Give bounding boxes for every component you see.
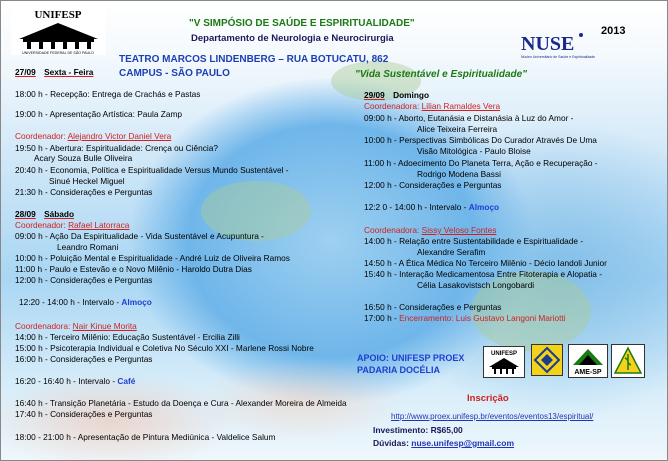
schedule-row: 11:00 h - Adoecimento Do Planeta Terra, Ação e Recuperação -: [364, 158, 598, 168]
row-time: 09:00 h: [364, 113, 392, 123]
row-text: Considerações e Perguntas: [50, 187, 153, 197]
investment-value: R$65,00: [430, 425, 463, 435]
row-text: Terceiro Milênio: Educação Sustentável - Ercilia Zilli: [49, 332, 240, 342]
row-time: 19:00 h: [15, 109, 43, 119]
schedule-row: 15:40 h - Interação Medicamentosa Entre Fitoterapia e Alopatia -: [364, 269, 602, 279]
event-title: "V SIMPÓSIO DE SAÚDE E ESPIRITUALIDADE": [189, 18, 415, 29]
venue-address: TEATRO MARCOS LINDENBERG – RUA BOTUCATU, 862: [119, 54, 389, 65]
speaker-name: Acary Souza Bulle Oliveira: [34, 153, 133, 163]
row-time: 11:00 h: [15, 264, 43, 274]
row-time: 18:00 - 21:00 h: [15, 432, 71, 442]
day1-heading: [15, 67, 93, 77]
investment-label: Investimento:: [373, 425, 429, 435]
ame-sp-text: AME-SP: [574, 369, 602, 376]
day2-heading: [15, 209, 74, 219]
break-label: Intervalo -: [78, 376, 116, 386]
schedule-row: 21:30 h - Considerações e Perguntas: [15, 187, 153, 197]
break-row: 12:20 - 14:00 h - Intervalo - Almoço: [19, 297, 152, 307]
row-text: Recepção: Entrega de Crachás e Pastas: [50, 89, 201, 99]
row-time: 14:00 h: [15, 332, 43, 342]
break-item: Almoço: [121, 297, 152, 307]
row-text: Perspectivas Simbólicas Do Curador Através De Uma: [399, 135, 597, 145]
unifesp-small-logo: [483, 346, 525, 378]
schedule-row: 16:00 h - Considerações e Perguntas: [15, 354, 153, 364]
row-time: 21:30 h: [15, 187, 43, 197]
health-logo: [611, 344, 645, 378]
row-time: 16:50 h: [364, 302, 392, 312]
schedule-row: 15:00 h - Psicoterapia Individual e Coletiva No Século XXI - Marlene Rossi Nobre: [15, 343, 314, 353]
schedule-row: 19:50 h - Abertura: Espiritualidade: Crença ou Ciência?: [15, 143, 218, 153]
speaker-name: Alexandre Serafim: [417, 247, 486, 257]
row-text: Considerações e Perguntas: [50, 275, 153, 285]
speaker-name: Leandro Romani: [57, 242, 119, 252]
speaker-name: Rodrigo Modena Bassi: [417, 169, 501, 179]
break-time: 12:20 - 14:00 h: [19, 297, 75, 307]
ame-sp-logo: [568, 344, 608, 378]
row-time: 17:00 h: [364, 313, 392, 323]
day2-coordinator: [15, 220, 129, 230]
row-time: 15:40 h: [364, 269, 392, 279]
nuse-logo-subtext: Núcleo Universitário de Saúde e Espiritualidade: [521, 55, 596, 59]
row-time: 12:00 h: [15, 275, 43, 285]
unifesp-logo: [11, 7, 106, 55]
schedule-row: 17:00 h - Encerramento: Luis Gustavo Langoni Mariotti: [364, 313, 566, 323]
row-text: Aborto, Eutanásia e Distanásia à Luz do Amor -: [398, 113, 574, 123]
coordinator-name: Nair Kinue Morita: [72, 321, 137, 331]
day2-weekday: Sábado: [44, 209, 75, 219]
registration-title: Inscrição: [467, 393, 509, 404]
row-text: Transição Planetária - Estudo da Doença e Cura - Alexander Moreira de Almeida: [49, 398, 347, 408]
schedule-row: 16:50 h - Considerações e Perguntas: [364, 302, 502, 312]
day3-date: 29/09: [364, 90, 385, 100]
investment-row: [373, 425, 463, 435]
break-label: Intervalo -: [429, 202, 467, 212]
schedule-row: 18:00 - 21:00 h - Apresentação de Pintura Mediúnica - Valdelice Salum: [15, 432, 276, 442]
schedule-row: 12:00 h - Considerações e Perguntas: [364, 180, 502, 190]
coordinator-name: Rafael Latorraca: [68, 220, 130, 230]
row-text: Adoecimento Do Planeta Terra, Ação e Recuperação -: [398, 158, 598, 168]
row-time: 14:50 h: [364, 258, 392, 268]
row-time: 18:00 h: [15, 89, 43, 99]
row-text: Poluição Mental e Espiritualidade - André Luiz de Oliveira Ramos: [50, 253, 290, 263]
break-time: 16:20 - 16:40 h: [15, 376, 71, 386]
row-text: Psicoterapia Individual e Coletiva No Século XXI - Marlene Rossi Nobre: [50, 343, 314, 353]
support-line1: APOIO: UNIFESP PROEX: [357, 353, 465, 363]
row-text: Interação Medicamentosa Entre Fitoterapia e Alopatia -: [399, 269, 602, 279]
event-year: 2013: [601, 25, 626, 37]
unifesp-small-logo-text: UNIFESP: [490, 351, 518, 357]
break-row: 12:2 0 - 14:00 h - Intervalo - Almoço: [364, 202, 500, 212]
coordinator-label: Coordenadora:: [364, 101, 420, 111]
row-text: Considerações e Perguntas: [399, 302, 502, 312]
break-time: 12:2 0 - 14:00 h: [364, 202, 423, 212]
row-text: Relação entre Sustentabilidade e Espiritualidade -: [399, 236, 584, 246]
break-row: 16:20 - 16:40 h - Intervalo - Café: [15, 376, 136, 386]
row-text: Apresentação Artística: Paula Zamp: [49, 109, 182, 119]
schedule-row: 18:00 h - Recepção: Entrega de Crachás e Pastas: [15, 89, 201, 99]
row-time: 16:40 h: [15, 398, 43, 408]
row-time: 17:40 h: [15, 409, 43, 419]
nuse-logo: [519, 29, 609, 69]
schedule-row: 11:00 h - Paulo e Estevão e o Novo Milênio - Haroldo Dutra Dias: [15, 264, 252, 274]
schedule-row: 16:40 h - Transição Planetária - Estudo da Doença e Cura - Alexander Moreira de Almeida: [15, 398, 347, 408]
row-text: Encerramento: Luis Gustavo Langoni Mariotti: [399, 313, 566, 323]
support-line2: PADARIA DOCÉLIA: [357, 365, 440, 375]
coordinator-name: Alejandro Victor Daniel Vera: [67, 131, 172, 141]
contact-email[interactable]: nuse.unifesp@gmail.com: [411, 438, 515, 448]
coordinator-label: Coordenadora:: [15, 321, 71, 331]
venue-campus: CAMPUS - SÃO PAULO: [119, 68, 230, 79]
schedule-row: 20:40 h - Economia, Política e Espiritualidade Versus Mundo Sustentável -: [15, 165, 289, 175]
questions-row: [373, 438, 514, 448]
schedule-row: 09:00 h - Aborto, Eutanásia e Distanásia à Luz do Amor -: [364, 113, 574, 123]
coordinator-label: Coordenador:: [15, 220, 66, 230]
row-time: 10:00 h: [15, 253, 43, 263]
day1-weekday: Sexta - Feira: [44, 67, 94, 77]
row-text: Considerações e Perguntas: [50, 409, 153, 419]
coordinator-name: Sissy Veloso Fontes: [421, 225, 497, 235]
questions-label: Dúvidas:: [373, 438, 409, 448]
break-item: Café: [117, 376, 136, 386]
row-time: 20:40 h: [15, 165, 43, 175]
break-label: Intervalo -: [82, 297, 120, 307]
event-theme: "Vida Sustentável e Espiritualidade": [355, 69, 527, 80]
nuse-logo-text: NUSE: [521, 33, 575, 55]
row-time: 11:00 h: [364, 158, 392, 168]
day1-date: 27/09: [15, 67, 36, 77]
speaker-name: Alice Teixeira Ferreira: [417, 124, 498, 134]
row-time: 12:00 h: [364, 180, 392, 190]
day3-heading: [364, 90, 429, 100]
schedule-row: 14:50 h - A Ética Médica No Terceiro Milênio - Décio Iandoli Junior: [364, 258, 607, 268]
row-text: Paulo e Estevão e o Novo Milênio - Haroldo Dutra Dias: [49, 264, 252, 274]
schedule-row: 10:00 h - Poluição Mental e Espiritualidade - André Luiz de Oliveira Ramos: [15, 253, 290, 263]
row-text: A Ética Médica No Terceiro Milênio - Décio Iandoli Junior: [398, 258, 607, 268]
speaker-name: Visão Mitológica - Paulo Bloise: [417, 146, 531, 156]
row-time: 14:00 h: [364, 236, 392, 246]
row-time: 19:50 h: [15, 143, 43, 153]
day3-weekday: Domingo: [393, 90, 430, 100]
schedule-row: 09:00 h - Ação Da Espiritualidade - Vida Sustentável e Acupuntura -: [15, 231, 264, 241]
row-text: Considerações e Perguntas: [50, 354, 153, 364]
schedule-row: 14:00 h - Terceiro Milênio: Educação Sustentável - Ercilia Zilli: [15, 332, 240, 342]
schedule-row: 12:00 h - Considerações e Perguntas: [15, 275, 153, 285]
day3-coordinator2: [364, 225, 496, 235]
logo-subtext: UNIVERSIDADE FEDERAL DE SÃO PAULO: [22, 51, 94, 55]
logo-title: UNIFESP: [34, 9, 82, 21]
schedule-row: 19:00 h - Apresentação Artística: Paula Zamp: [15, 109, 182, 119]
row-text: Ação Da Espiritualidade - Vida Sustentável e Acupuntura -: [49, 231, 264, 241]
speaker-name: Célia Lasakovistsch Longobardi: [417, 280, 535, 290]
day2-coordinator2: [15, 321, 137, 331]
day2-date: 28/09: [15, 209, 36, 219]
row-text: Abertura: Espiritualidade: Crença ou Ciência?: [49, 143, 218, 153]
row-time: 16:00 h: [15, 354, 43, 364]
day3-coordinator: [364, 101, 500, 111]
registration-link[interactable]: http://www.proex.unifesp.br/eventos/eventos13/espiritual/: [391, 412, 594, 421]
row-text: Considerações e Perguntas: [399, 180, 502, 190]
department: Departamento de Neurologia e Neurocirurgia: [191, 33, 394, 44]
break-item: Almoço: [468, 202, 500, 212]
schedule-row: 10:00 h - Perspectivas Simbólicas Do Curador Através De Uma: [364, 135, 597, 145]
row-time: 10:00 h: [364, 135, 392, 145]
speaker-name: Sinué Heckel Miguel: [49, 176, 125, 186]
coordinator-label: Coordenador:: [15, 131, 66, 141]
schedule-row: 17:40 h - Considerações e Perguntas: [15, 409, 153, 419]
row-text: Economia, Política e Espiritualidade Versus Mundo Sustentável -: [50, 165, 289, 175]
day1-coordinator: [15, 131, 171, 141]
row-time: 15:00 h: [15, 343, 43, 353]
coordinator-name: Lilian Ramaldes Vera: [421, 101, 501, 111]
coordinator-label: Coordenadora:: [364, 225, 420, 235]
banco-do-brasil-logo: [531, 344, 563, 376]
schedule-row: 14:00 h - Relação entre Sustentabilidade e Espiritualidade -: [364, 236, 584, 246]
row-time: 09:00 h: [15, 231, 43, 241]
row-text: Apresentação de Pintura Mediúnica - Valdelice Salum: [77, 432, 276, 442]
